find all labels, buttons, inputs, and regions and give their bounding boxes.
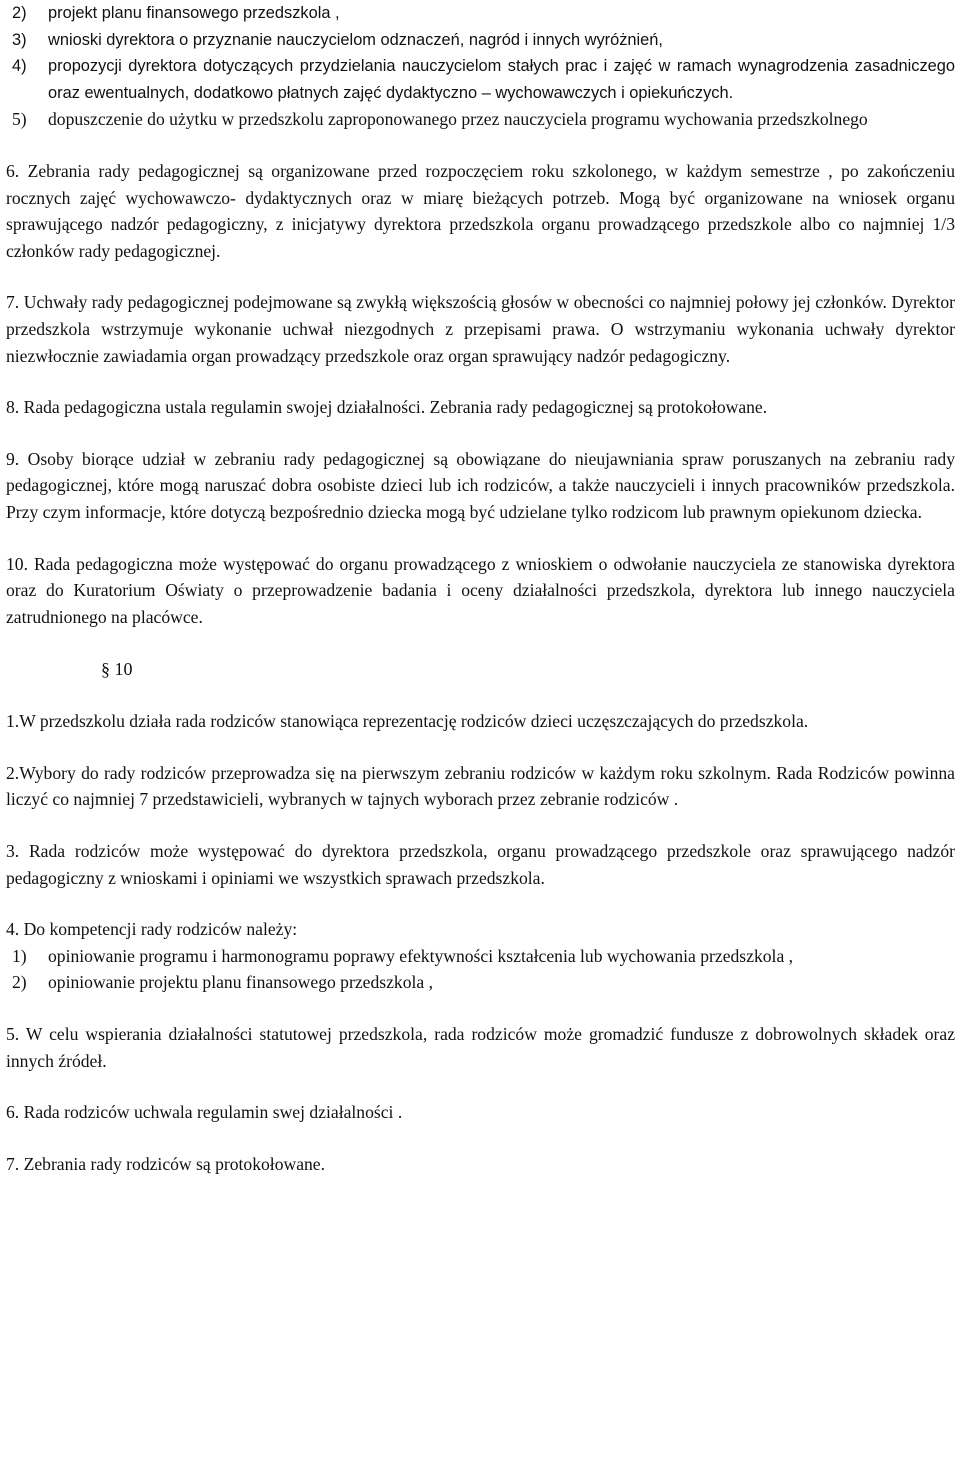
rr-paragraph-1: 1.W przedszkolu działa rada rodziców stanowiąca reprezentację rodziców dzieci uczęszczających do przedszkola. [6, 711, 809, 732]
list-item-number: 1) [12, 945, 27, 966]
list-item [6, 969, 955, 996]
list-item-text: dopuszczenie do użytku w przedszkolu zaproponowanego przez nauczyciela programu wychowania przedszkolnego [48, 109, 868, 130]
rr-paragraph-7: 7. Zebrania rady rodziców są protokołowane. [6, 1153, 326, 1174]
list-item-text: projekt planu finansowego przedszkola , [48, 4, 340, 22]
rr-paragraph-2: 2.Wybory do rady rodziców przeprowadza się na pierwszym zebraniu rodziców w każdym roku szkolnym. Rada Rodziców powinna liczyć co najmniej 7 przedstawicieli, wybranych w tajnych wyborach przez zebranie rodziców . [6, 762, 955, 810]
spacer [6, 630, 955, 656]
list-item [6, 53, 955, 106]
rr-paragraph-6: 6. Rada rodziców uchwala regulamin swej działalności . [6, 1102, 403, 1123]
list-item [6, 943, 955, 970]
list-item-number: 2) [12, 972, 27, 993]
list-item-text: propozycji dyrektora dotyczących przydzielania nauczycielom stałych prac i zajęć w ramach wynagrodzenia zasadniczego oraz ewentualnych, dodatkowo płatnych zajęć dydaktyczno – wychowawczych i opiekuńczych. [48, 57, 955, 102]
list-item-number: 5) [12, 109, 27, 130]
list-item [6, 27, 955, 54]
list-item-text: wnioski dyrektora o przyznanie nauczycielom odznaczeń, nagród i innych wyróżnień, [48, 30, 663, 49]
paragraph-7: 7. Uchwały rady pedagogicznej podejmowane są zwykłą większością głosów w obecności co najmniej połowy jej członków. Dyrektor przedszkola wstrzymuje wykonanie uchwał niezgodnych z przepisami prawa. O wstrzymaniu wykonania uchwały dyrektor niezwłocznie zawiadamia organ prowadzący przedszkole oraz organ sprawujący nadzór pedagogiczny. [6, 292, 955, 366]
section-heading: § 10 [101, 659, 133, 680]
list-item-number: 3) [12, 30, 27, 49]
spacer [6, 133, 955, 158]
spacer [6, 526, 955, 551]
competence-list [6, 943, 955, 996]
paragraph-6: 6. Zebrania rady pedagogicznej są organizowane przed rozpoczęciem roku szkolonego, w każdym semestrze , po zakończeniu rocznych zajęć wychowawczo- dydaktycznych oraz w miarę bieżących potrzeb. Mogą być organizowane na wniosek organu sprawującego nadzór pedagogiczny, z inicjatywy dyrektora przedszkola organu prowadzącego przedszkole albo co najmniej 1/3 członków rady pedagogicznej. [6, 160, 955, 261]
paragraph-9: 9. Osoby biorące udział w zebraniu rady pedagogicznej są obowiązane do nieujawniania spraw poruszanych na zebraniu rady pedagogicznej, które mogą naruszać dobra osobiste dzieci lub ich rodziców, a także nauczycieli i innych pracowników przedszkola. Przy czym informacje, które dotyczą bezpośrednio dziecka mogą być udzielane tylko rodzicom lub prawnym opiekunom dziecka. [6, 448, 955, 522]
rr-paragraph-5: 5. W celu wspierania działalności statutowej przedszkola, rada rodziców może gromadzić fundusze z dobrowolnych składek oraz innych źródeł. [6, 1024, 955, 1071]
rr-paragraph-3: 3. Rada rodziców może występować do dyrektora przedszkola, organu prowadzącego przedszkole oraz sprawującego nadzór pedagogiczny z wnioskami i opiniami we wszystkich sprawach przedszkola. [6, 841, 955, 888]
spacer [6, 682, 955, 708]
list-item [6, 106, 955, 133]
list-item-text: opiniowanie programu i harmonogramu poprawy efektywności kształcenia lub wychowania przedszkola , [48, 945, 794, 966]
spacer [6, 996, 955, 1021]
spacer [6, 264, 955, 289]
spacer [6, 735, 955, 760]
spacer [6, 1126, 955, 1151]
list-item-number: 2) [12, 4, 27, 22]
spacer [6, 421, 955, 446]
list-item-number: 4) [12, 57, 27, 76]
list-item [6, 0, 955, 27]
spacer [6, 1074, 955, 1099]
list-item-text: opiniowanie projektu planu finansowego przedszkola , [48, 972, 434, 993]
spacer [6, 369, 955, 394]
paragraph-10: 10. Rada pedagogiczna może występować do organu prowadzącego z wnioskiem o odwołanie nauczyciela ze stanowiska dyrektora oraz do Kuratorium Oświaty o przeprowadzenie badania i oceny działalności przedszkola, dyrektora lub innego nauczyciela zatrudnionego na placówce. [6, 553, 955, 627]
top-list [6, 0, 955, 133]
spacer [6, 813, 955, 838]
competence-intro: 4. Do kompetencji rady rodziców należy: [6, 919, 298, 940]
paragraph-8: 8. Rada pedagogiczna ustala regulamin swojej działalności. Zebrania rady pedagogicznej są protokołowane. [6, 397, 768, 418]
spacer [6, 891, 955, 916]
